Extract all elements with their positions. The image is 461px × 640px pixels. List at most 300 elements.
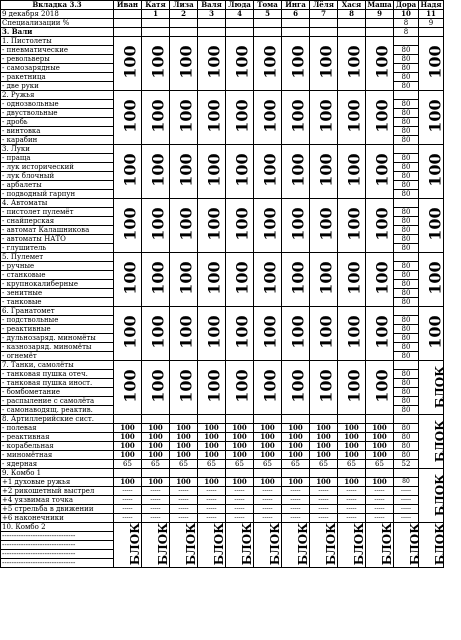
blok-label: БЛОК [433, 419, 448, 462]
blok-label: БЛОК [433, 473, 448, 516]
value-100: 100 [148, 369, 168, 403]
section-item: - пневматические [1, 46, 114, 55]
blok-label: БЛОК [268, 522, 283, 566]
dora-value: 80 [394, 55, 419, 64]
cell-value: ----- [366, 505, 394, 514]
cell-value: 100 [254, 451, 282, 460]
dora-value: 80 [394, 208, 419, 217]
section-item: - арбалеты [1, 181, 114, 190]
cell-value: ----- [114, 496, 142, 505]
cell-value: 100 [114, 451, 142, 460]
blok-label: БЛОК [128, 522, 143, 566]
cell-value: 100 [198, 478, 226, 487]
cell-value: 100 [282, 478, 310, 487]
dora-value: 80 [394, 334, 419, 343]
blok-label: БЛОК [433, 522, 448, 566]
value-100: 100 [372, 207, 392, 241]
player-name: Лёля [310, 1, 338, 10]
value-100: 100 [204, 315, 224, 349]
cell-value: 100 [338, 442, 366, 451]
cell-value: ----- [226, 487, 254, 496]
value-100: 100 [120, 315, 140, 349]
cell-value: 80 [394, 433, 419, 442]
cell-value: ----- [282, 487, 310, 496]
blok-label: БЛОК [408, 522, 423, 566]
section-item: +4 уязвимая точка [1, 496, 114, 505]
table-row [1, 514, 444, 523]
cell-value: 65 [310, 460, 338, 469]
cell-value: ----- [170, 505, 198, 514]
value-100: 100 [120, 207, 140, 241]
value-100: 100 [204, 207, 224, 241]
player-number: 1 [142, 10, 170, 19]
value-100: 100 [232, 153, 252, 187]
blok-label: БЛОК [212, 522, 227, 566]
table-row [1, 361, 444, 370]
value-100: 100 [425, 261, 445, 295]
dora-value: 80 [394, 136, 419, 145]
cell-value: 52 [394, 460, 419, 469]
player-name: Хася [338, 1, 366, 10]
cell-value: ----- [310, 514, 338, 523]
section-item: - ручные [1, 262, 114, 271]
section-item: ------------------------------- [1, 532, 114, 541]
table-row [1, 199, 444, 208]
value-100: 100 [344, 153, 364, 187]
cell-value: ----- [170, 514, 198, 523]
cell-value: 100 [338, 478, 366, 487]
section-item: - зенитные [1, 289, 114, 298]
section-item: - реактивные [1, 325, 114, 334]
cell-value: 65 [282, 460, 310, 469]
section-item: +5 стрельба в движении [1, 505, 114, 514]
blok-label: БЛОК [184, 522, 199, 566]
cell-value: 100 [142, 442, 170, 451]
cell-value: 100 [170, 433, 198, 442]
dora-value: 80 [394, 397, 419, 406]
player-name: Надя [420, 0, 442, 9]
cell-value: ----- [338, 487, 366, 496]
value-100: 100 [316, 315, 336, 349]
cell-value: 100 [226, 451, 254, 460]
cell-value: 65 [226, 460, 254, 469]
dora-value: 80 [394, 352, 419, 361]
value-100: 100 [232, 261, 252, 295]
dora-value: 80 [394, 109, 419, 118]
cell-value: ----- [338, 514, 366, 523]
table-row [1, 496, 444, 505]
section-item: - казнозаряд. миномёты [1, 343, 114, 352]
value-100: 100 [260, 153, 280, 187]
cell-value: ----- [338, 505, 366, 514]
section-title: 9. Комбо 1 [1, 469, 114, 478]
cell-value: 100 [282, 424, 310, 433]
value-100: 100 [288, 99, 308, 133]
player-number [114, 10, 142, 19]
cell-value: 100 [198, 442, 226, 451]
spec-label: Специализации % [1, 19, 114, 28]
section-title: 6. Гранатомет [1, 307, 114, 316]
cell-value: 100 [282, 442, 310, 451]
cell-value: ----- [394, 496, 419, 505]
value-100: 100 [232, 99, 252, 133]
section-item: - танковая пушка отеч. [1, 370, 114, 379]
cell-value: 100 [114, 478, 142, 487]
blok-label: БЛОК [352, 522, 367, 566]
dora-value: 80 [394, 154, 419, 163]
dora-value: 80 [394, 298, 419, 307]
cell-value: ----- [114, 505, 142, 514]
spec-dora: 8 [394, 19, 419, 28]
cell-value: ----- [226, 496, 254, 505]
cell-value: ----- [114, 487, 142, 496]
value-100: 100 [232, 315, 252, 349]
value-100: 100 [288, 45, 308, 79]
value-100: 100 [425, 99, 445, 133]
cell-value: ----- [338, 496, 366, 505]
section-item: - дульнозаряд. миномёты [1, 334, 114, 343]
cell-value: 100 [114, 442, 142, 451]
player-number: 4 [226, 10, 254, 19]
player-name: Тома [254, 1, 282, 10]
cell-value: ----- [282, 496, 310, 505]
section-item: +2 рикошетный выстрел [1, 487, 114, 496]
section-title: 8. Артиллерийские сист. [1, 415, 114, 424]
dora-value: 80 [394, 262, 419, 271]
value-100: 100 [148, 153, 168, 187]
table-row [1, 523, 444, 532]
blok-label: БЛОК [296, 522, 311, 566]
value-100: 100 [148, 261, 168, 295]
cell-value: ----- [254, 505, 282, 514]
blok-label: БЛОК [324, 522, 339, 566]
value-100: 100 [425, 45, 445, 79]
section-item: - однозвольные [1, 100, 114, 109]
dora-value: 80 [394, 127, 419, 136]
cell-value: ----- [226, 514, 254, 523]
cell-value: ----- [254, 496, 282, 505]
section-item: - миномётная [1, 451, 114, 460]
cell-value: 65 [114, 460, 142, 469]
value-100: 100 [316, 45, 336, 79]
player-number: 8 [338, 10, 366, 19]
cell-value: 100 [338, 424, 366, 433]
cell-value: 100 [170, 451, 198, 460]
cell-value: 100 [142, 424, 170, 433]
value-100: 100 [148, 45, 168, 79]
cell-value: 100 [170, 424, 198, 433]
sheet-title: Вкладка 3.3 [1, 1, 114, 10]
cell-value: ----- [366, 487, 394, 496]
cell-value: 65 [366, 460, 394, 469]
cell-value: ----- [366, 514, 394, 523]
section-item: - корабельная [1, 442, 114, 451]
player-number: 3 [198, 10, 226, 19]
value-100: 100 [232, 369, 252, 403]
player-name: Люда [226, 1, 254, 10]
value-100: 100 [425, 207, 445, 241]
dora-value: 80 [394, 388, 419, 397]
cell-value: ----- [114, 514, 142, 523]
section-item: - самонаводящ. реактив. [1, 406, 114, 415]
value-100: 100 [204, 261, 224, 295]
dora-value: 80 [394, 190, 419, 199]
cell-value: ----- [198, 514, 226, 523]
table-row [1, 28, 444, 37]
player-number: 7 [310, 10, 338, 19]
dora-value: 80 [394, 64, 419, 73]
value-100: 100 [260, 369, 280, 403]
section-item: - винтовка [1, 127, 114, 136]
player-name: Маша [367, 0, 392, 9]
blok-label: БЛОК [380, 522, 395, 566]
cell-value: 80 [394, 424, 419, 433]
section-item: - подводный гарпун [1, 190, 114, 199]
value-100: 100 [288, 207, 308, 241]
cell-value: 100 [226, 433, 254, 442]
cell-value: ----- [254, 487, 282, 496]
dora-value: 80 [394, 271, 419, 280]
cell-value: 100 [198, 451, 226, 460]
player-number: 2 [170, 10, 198, 19]
player-name: Катя [142, 1, 170, 10]
cell-value: 65 [198, 460, 226, 469]
dora-value: 80 [394, 343, 419, 352]
cell-value: 100 [366, 433, 394, 442]
section-item: - полевая [1, 424, 114, 433]
cell-value: ----- [282, 505, 310, 514]
value-100: 100 [176, 153, 196, 187]
section-item: - ядерная [1, 460, 114, 469]
value-100: 100 [425, 315, 445, 349]
dora-value: 80 [394, 163, 419, 172]
section-item: - автоматы НАТО [1, 235, 114, 244]
value-100: 100 [120, 153, 140, 187]
section-title: 2. Ружья [1, 91, 114, 100]
player-name: Иван [114, 1, 142, 10]
cell-value: ----- [226, 505, 254, 514]
table-row [1, 145, 444, 154]
section-item: - реактивная [1, 433, 114, 442]
cell-value: 100 [226, 478, 254, 487]
value-100: 100 [344, 207, 364, 241]
cell-value: ----- [142, 496, 170, 505]
cell-value: ----- [394, 505, 419, 514]
section-item: - крупнокалиберные [1, 280, 114, 289]
cell-value: 80 [394, 451, 419, 460]
blok-label: БЛОК [433, 365, 448, 408]
cell-value: 100 [282, 433, 310, 442]
cell-value: 100 [198, 424, 226, 433]
value-100: 100 [204, 369, 224, 403]
section-item: - автомат Калашникова [1, 226, 114, 235]
section-item: - снайперская [1, 217, 114, 226]
table-row [1, 505, 444, 514]
sheet-date: 9 декабря 2018 [1, 10, 114, 19]
value-100: 100 [176, 45, 196, 79]
section-item: - двуствольные [1, 109, 114, 118]
value-100: 100 [372, 369, 392, 403]
cell-value: 100 [338, 433, 366, 442]
section-item: - танковая пушка иност. [1, 379, 114, 388]
section-item: +1 духовые ружья [1, 478, 114, 487]
cell-value: 100 [142, 433, 170, 442]
section-label: 3. Вали [1, 28, 114, 37]
value-100: 100 [260, 99, 280, 133]
cell-value: 100 [198, 433, 226, 442]
value-100: 100 [372, 315, 392, 349]
value-100: 100 [288, 315, 308, 349]
blok-label: БЛОК [240, 522, 255, 566]
section-title: 1. Пистолеты [1, 37, 114, 46]
cell-value: 80 [394, 442, 419, 451]
section-item: - огнемёт [1, 352, 114, 361]
table-row [1, 478, 444, 487]
value-100: 100 [176, 315, 196, 349]
section-item: - карабин [1, 136, 114, 145]
value-100: 100 [344, 45, 364, 79]
cell-value: ----- [198, 496, 226, 505]
cell-value: 100 [254, 478, 282, 487]
dora-value: 8 [394, 28, 419, 37]
value-100: 100 [372, 261, 392, 295]
value-100: 100 [204, 153, 224, 187]
section-title: 10. Комбо 2 [1, 523, 114, 532]
cell-value: 65 [254, 460, 282, 469]
value-100: 100 [344, 369, 364, 403]
value-100: 100 [120, 45, 140, 79]
player-name: Лиза [170, 1, 198, 10]
blok-label: БЛОК [156, 522, 171, 566]
section-item: - две руки [1, 82, 114, 91]
dora-value: 80 [394, 118, 419, 127]
cell-value: 100 [142, 478, 170, 487]
cell-value: ----- [394, 514, 419, 523]
value-100: 100 [288, 369, 308, 403]
player-number: 5 [254, 10, 282, 19]
dora-value: 80 [394, 280, 419, 289]
table-row [1, 37, 444, 46]
value-100: 100 [148, 99, 168, 133]
section-item: - револьверы [1, 55, 114, 64]
dora-value: 80 [394, 235, 419, 244]
section-item: - глушитель [1, 244, 114, 253]
player-number: 9 [366, 10, 394, 19]
section-item: ------------------------------- [1, 550, 114, 559]
value-100: 100 [288, 261, 308, 295]
value-100: 100 [316, 99, 336, 133]
section-item: - ракетница [1, 73, 114, 82]
value-100: 100 [120, 261, 140, 295]
spec-nadya: 9 [419, 19, 444, 28]
cell-value: 100 [310, 478, 338, 487]
value-100: 100 [176, 207, 196, 241]
section-item: - лук блочный [1, 172, 114, 181]
table-row [1, 307, 444, 316]
value-100: 100 [288, 153, 308, 187]
section-item: ------------------------------- [1, 559, 114, 568]
cell-value: 65 [142, 460, 170, 469]
value-100: 100 [204, 99, 224, 133]
value-100: 100 [232, 207, 252, 241]
value-100: 100 [148, 315, 168, 349]
cell-value: 100 [338, 451, 366, 460]
player-number: 6 [282, 10, 310, 19]
value-100: 100 [120, 369, 140, 403]
dora-value: 80 [394, 316, 419, 325]
dora-value: 80 [394, 100, 419, 109]
value-100: 100 [204, 45, 224, 79]
value-100: 100 [372, 45, 392, 79]
player-name: Валя [198, 1, 226, 10]
cell-value: 100 [366, 424, 394, 433]
dora-value: 80 [394, 289, 419, 298]
value-100: 100 [316, 153, 336, 187]
cell-value: 100 [282, 451, 310, 460]
value-100: 100 [176, 99, 196, 133]
section-title: 7. Танки, самолёты [1, 361, 114, 370]
cell-value: ----- [170, 487, 198, 496]
value-100: 100 [176, 261, 196, 295]
cell-value: ----- [254, 514, 282, 523]
cell-value: 100 [226, 424, 254, 433]
cell-value: 100 [114, 424, 142, 433]
cell-value: ----- [198, 487, 226, 496]
section-item: - распыление с самолёта [1, 397, 114, 406]
cell-value: ----- [366, 496, 394, 505]
value-100: 100 [120, 99, 140, 133]
cell-value: 100 [310, 433, 338, 442]
value-100: 100 [148, 207, 168, 241]
value-100: 100 [372, 99, 392, 133]
value-100: 100 [344, 261, 364, 295]
dora-value: 80 [394, 82, 419, 91]
section-item: +6 наконечники [1, 514, 114, 523]
cell-value: ----- [142, 487, 170, 496]
dora-value: 80 [394, 325, 419, 334]
cell-value: 100 [366, 451, 394, 460]
section-item: - станковые [1, 271, 114, 280]
dora-value: 80 [394, 73, 419, 82]
cell-value: ----- [394, 487, 419, 496]
value-100: 100 [176, 369, 196, 403]
cell-value: ----- [282, 514, 310, 523]
player-number: 10 [394, 10, 419, 19]
section-item: - праща [1, 154, 114, 163]
cell-value: 65 [170, 460, 198, 469]
cell-value: 100 [254, 442, 282, 451]
cell-value: 65 [338, 460, 366, 469]
dora-value: 80 [394, 172, 419, 181]
section-item: - бомбометание [1, 388, 114, 397]
section-item: - лук исторический [1, 163, 114, 172]
section-item: - самозарядные [1, 64, 114, 73]
section-item: - пистолет пулемёт [1, 208, 114, 217]
dora-value: 80 [394, 226, 419, 235]
value-100: 100 [260, 315, 280, 349]
value-100: 100 [232, 45, 252, 79]
dora-value: 80 [394, 217, 419, 226]
value-100: 100 [316, 261, 336, 295]
cell-value: ----- [310, 496, 338, 505]
value-100: 100 [260, 207, 280, 241]
table-row [1, 253, 444, 262]
value-100: 100 [316, 207, 336, 241]
value-100: 100 [425, 153, 445, 187]
section-title: 5. Пулемет [1, 253, 114, 262]
value-100: 100 [344, 99, 364, 133]
cell-value: 100 [366, 478, 394, 487]
